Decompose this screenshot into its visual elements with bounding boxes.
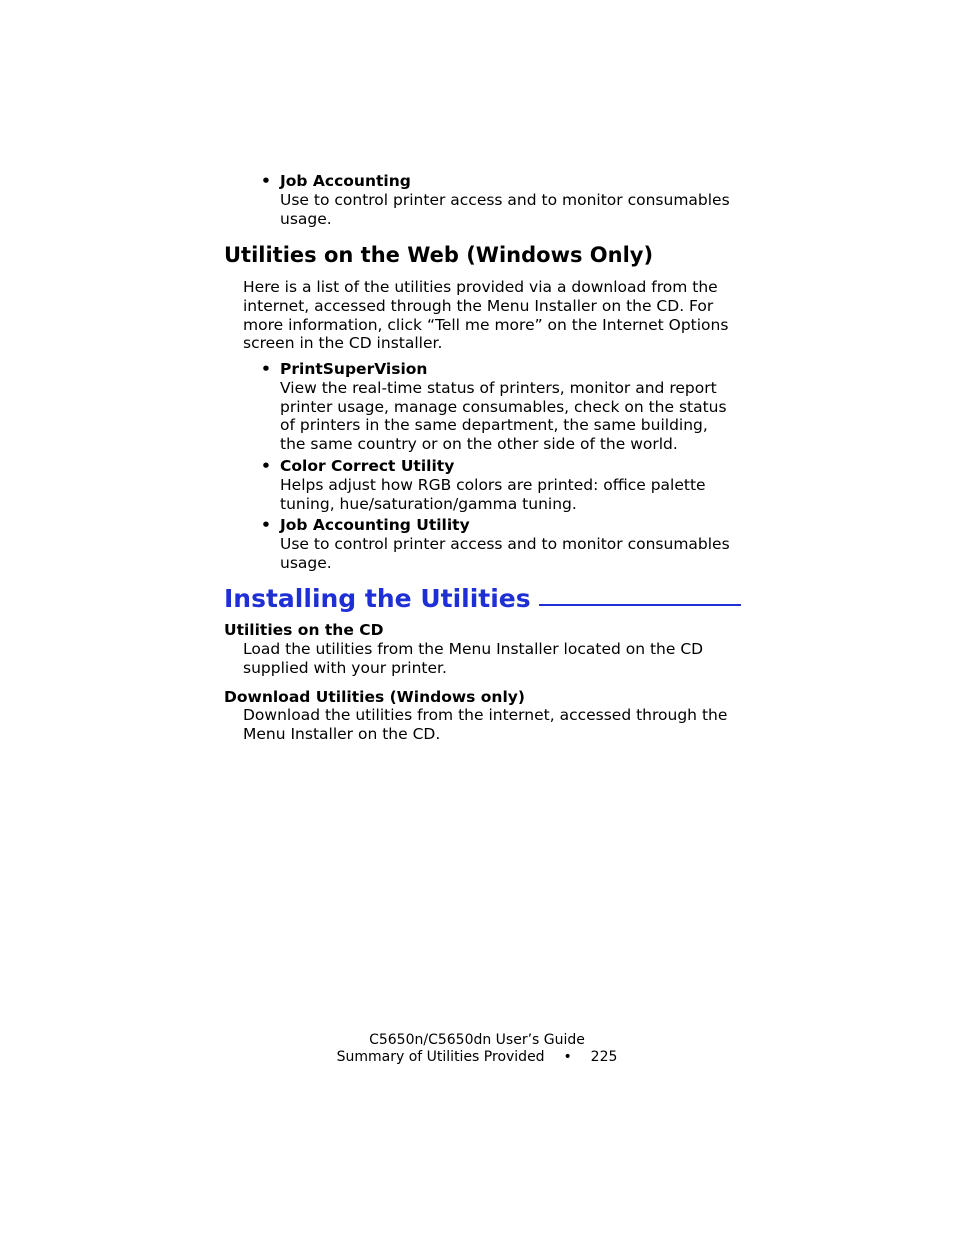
heading-underline-rule [539,604,741,606]
bullet-title: Job Accounting [280,172,411,190]
bullet-title: PrintSuperVision [280,360,428,378]
bullet-title: Job Accounting Utility [280,516,470,534]
subheading-utilities-cd: Utilities on the CD [224,621,384,639]
footer-separator: • [563,1049,572,1065]
bullet-body: Use to control printer access and to monitor consumables usage. [280,534,730,572]
subheading-download-utilities: Download Utilities (Windows only) [224,688,525,706]
cd-paragraph: Load the utilities from the Menu Installer located on the CD supplied with your printer. [243,640,704,677]
download-paragraph: Download the utilities from the internet, accessed through the Menu Installer on the CD. [243,706,728,743]
bullet-marker: • [261,516,271,534]
bullet-marker: • [261,172,271,190]
bullet-body: View the real-time status of printers, monitor and report printer usage, manage consumables, check on the status of printers in the same department, the same building, the same country or on the other side of the world. [280,378,727,454]
bullet-marker: • [261,360,271,378]
footer-section-name: Summary of Utilities Provided [336,1049,545,1065]
footer-guide-title: C5650n/C5650dn User’s Guide [369,1032,585,1048]
bullet-body: Helps adjust how RGB colors are printed: office palette tuning, hue/saturation/gamma tuning. [280,475,706,513]
chapter-heading-installing [224,584,741,614]
section-heading-web: Utilities on the Web (Windows Only) [224,243,654,267]
web-intro-paragraph: Here is a list of the utilities provided via a download from the internet, accessed through the Menu Installer on the CD. For more information, click “Tell me more” on the Internet Options screen in the CD installer. [243,278,729,353]
bullet-body: Use to control printer access and to monitor consumables usage. [280,190,730,228]
bullet-title: Color Correct Utility [280,457,455,475]
bullet-marker: • [261,457,271,475]
footer-page-info [0,1049,954,1066]
page-number: 225 [590,1049,618,1065]
chapter-heading-text: Installing the Utilities [224,584,531,613]
